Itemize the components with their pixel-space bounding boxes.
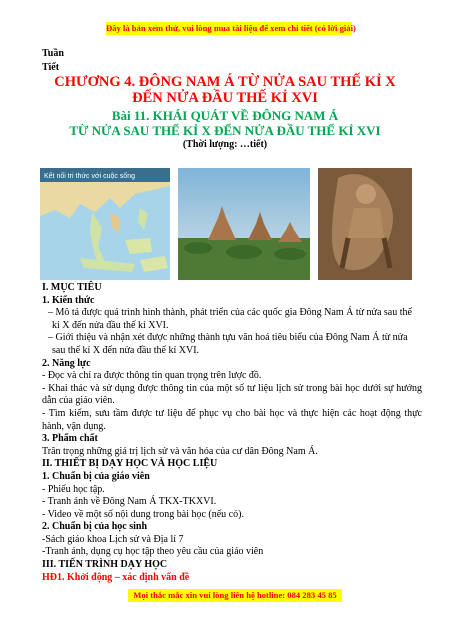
subsection-qualities: 3. Phẩm chất	[42, 433, 98, 445]
activity-1-heading: HĐ1. Khởi động – xác định vấn đề	[42, 571, 190, 583]
map-caption: Kết nối tri thức với cuộc sống	[44, 173, 135, 180]
section-teaching-process: III. TIẾN TRÌNH DẠY HỌC	[42, 559, 168, 571]
stone-relief-image	[318, 168, 412, 280]
subsection-teacher-prep: 1. Chuẩn bị của giáo viên	[42, 470, 150, 482]
chapter-title-line2: ĐẾN NỬA ĐẦU THẾ KỈ XVI	[132, 90, 318, 106]
subsection-competence: 2. Năng lực	[42, 357, 91, 369]
knowledge-item-2: – Giới thiệu và nhận xét được những thành tựu văn hoá tiêu biểu của Đông Nam Á từ nửa sau thế kỉ X đến nửa đầu thế kỉ XVI.	[48, 332, 408, 356]
lesson-content	[42, 282, 422, 584]
period-label: Tiết	[42, 62, 60, 73]
competence-item-2: - Khai thác và sử dụng được thông tin của một số tư liệu lịch sử trong bài học dưới sự hướng dẫn của giáo viên.	[42, 382, 422, 407]
qualities-item-1: Trân trọng những giá trị lịch sử và văn hóa của cư dân Đông Nam Á.	[42, 445, 318, 457]
preview-banner: Đây là bản xem thử, vui lòng mua tài liệu để xem chi tiết (có lời giải)	[106, 23, 356, 33]
bagan-temples-image	[178, 168, 310, 280]
lesson-title-line2: TỪ NỬA SAU THẾ KỈ X ĐẾN NỬA ĐẦU THẾ KỈ XVI	[69, 123, 381, 138]
student-prep-item-2: -Tranh ảnh, dụng cụ học tập theo yêu cầu của giáo viên	[42, 546, 264, 558]
competence-item-1: - Đọc và chỉ ra được thông tin quan trọng trên lược đồ.	[42, 370, 262, 382]
teacher-prep-item-1: - Phiếu học tập.	[42, 483, 105, 495]
subsection-student-prep: 2. Chuẩn bị của học sinh	[42, 521, 148, 533]
week-label: Tuần	[42, 48, 64, 59]
teacher-prep-item-3: - Video về một số nội dung trong bài học (nếu có).	[42, 508, 244, 520]
knowledge-item-1: – Mô tả được quá trình hình thành, phát triển của các quốc gia Đông Nam Á từ nửa sau thế kỉ X đến nửa đầu thế kỉ XVI.	[48, 307, 412, 331]
competence-item-3: - Tìm kiếm, sưu tầm được tư liệu để phục vụ cho bài học và thực hiện các hoạt động thực hành, vận dụng.	[42, 407, 422, 432]
section-equipment: II. THIẾT BỊ DẠY HỌC VÀ HỌC LIỆU	[42, 458, 218, 470]
student-prep-item-1: -Sách giáo khoa Lịch sử và Địa lí 7	[42, 533, 184, 545]
subsection-knowledge: 1. Kiến thức	[42, 294, 95, 306]
hotline-footer: Mọi thắc mắc xin vui lòng liên hệ hotline: 084 283 45 85	[128, 589, 342, 602]
duration-note: (Thời lượng: …tiết)	[182, 139, 268, 150]
section-objectives: I. MỤC TIÊU	[42, 282, 102, 293]
chapter-title-line1: CHƯƠNG 4. ĐÔNG NAM Á TỪ NỬA SAU THẾ KỈ X	[54, 74, 396, 90]
teacher-prep-item-2: - Tranh ảnh về Đông Nam Á TKX-TKXVI.	[42, 496, 217, 508]
lesson-title-line1: Bài 11. KHÁI QUÁT VỀ ĐÔNG NAM Á	[111, 108, 339, 123]
southeast-asia-map-image	[40, 168, 170, 280]
